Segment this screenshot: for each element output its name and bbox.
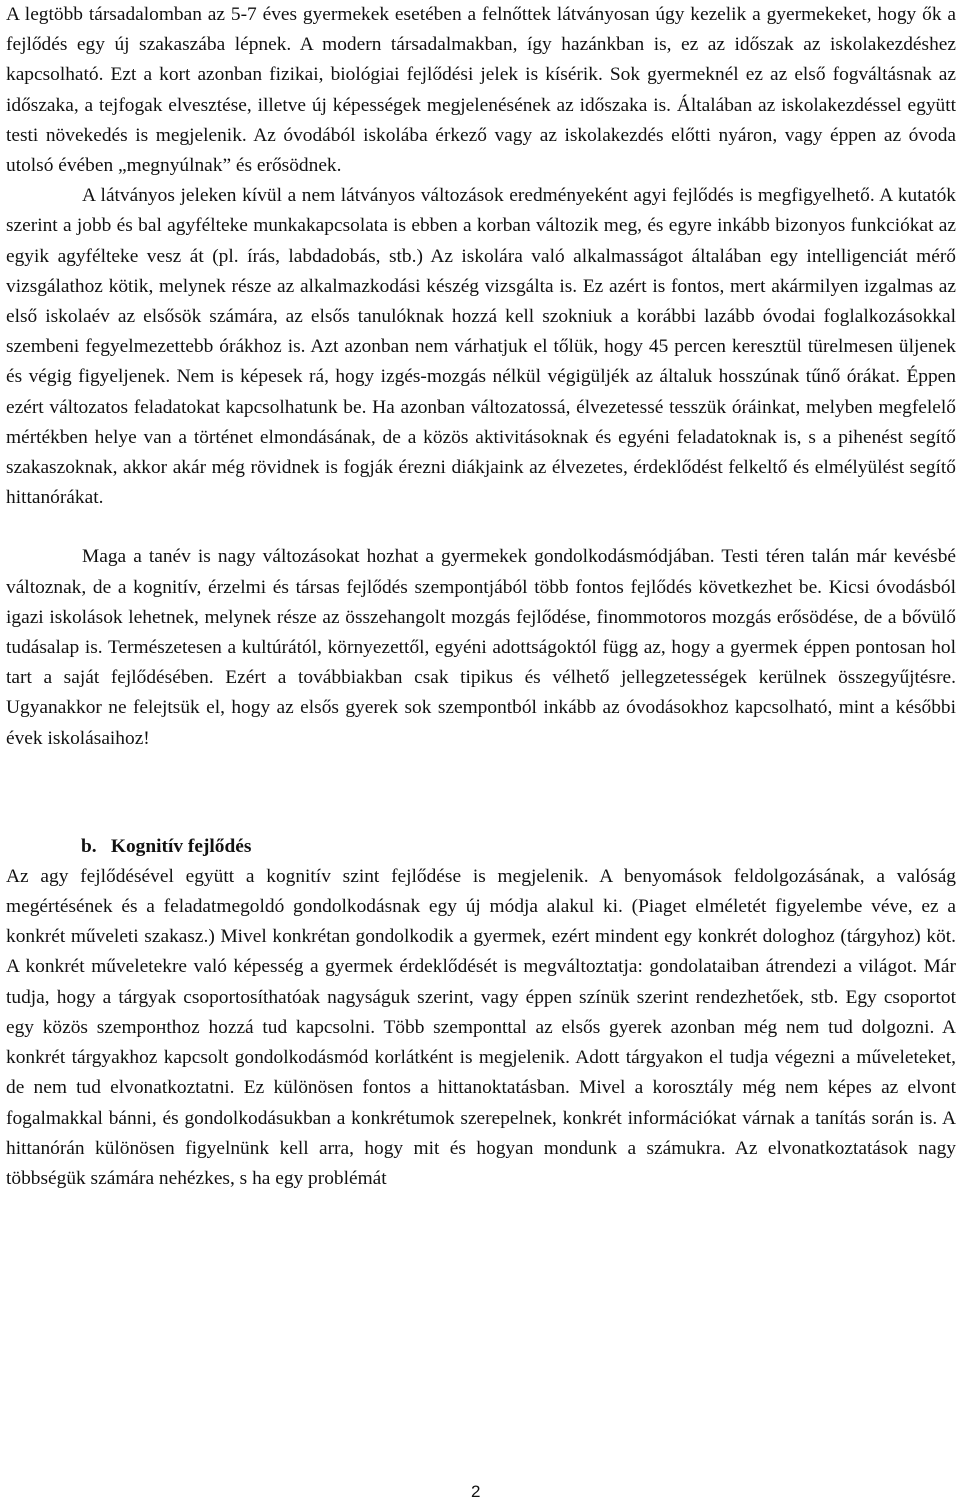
- page-number: 2: [471, 1482, 481, 1501]
- section-paragraph: Az agy fejlődésével együtt a kognitív szint fejlődése is megjelenik. A benyomások feldolgozásának, a valóság megértésének és a feladatmegoldó gondolkodásnak egy új módja alakul ki. (Piaget elméletét figyelembe véve, ez a konkrét műveleti szakasz.) Mivel konkrétan gondolkodik a gyermek, ezért mindent egy konkrét dologhoz (tárgyhoz) köt. A konkrét műveletekre való képesség a gyermek érdeklődését is megváltoztatja: gondolataiban átrendezi a világot. Már tudja, hogy a tárgyak csoportosíthatóak nagyságuk szerint, vagy éppen színük szerint rendezhetőek, stb. Egy csoportot egy közös szempонthoz hozzá tud kapcsolni. Több szemponttal az elsős gyerek azonban még nem tud dolgozni. A konkrét tárgyakhoz kapcsolt gondolkodásmód korlátként is megjelenik. Adott tárgyakon el tudja végezni a műveleteket, de nem tud elvonatkoztatni. Ez különösen fontos a hittanoktatásban. Mivel a korosztály még nem képes az elvont fogalmakkal bánni, és gondolkodásukban a konkrétumok szerepelnek, konkrét információkat várnak a tanítás során is. A hittanórán különösen figyelnünk kell arra, hogy mit és hogyan mondunk a számukra. Az elvonatkoztatások nagy többségük számára nehézkes, s ha egy problémát: [6, 865, 956, 1189]
- section-heading: [6, 832, 956, 862]
- section-title: Kognitív fejlődés: [110, 835, 252, 857]
- body-paragraph-3: Maga a tanév is nagy változásokat hozhat a gyermekek gondolkodásmódjában. Testi téren talán már kevésbé változnak, de a kognitív, érzelmi és társas fejlődés szempontjából több fontos fejlődés következhet be. Kicsi óvodásból igazi iskolások lehetnek, melynek része az összehangolt mozgás fejlődése, finommotoros mozgás erősödése, de a bővülő tudásalap is. Természetesen a kultúrától, környezettől, egyéni adottságoktól függ az, hogy a gyermek éppen pontosan hol tart a saját fejlődésében. Ezért a továbbiakban csak tipikus és vélhető jellegzetességek kerülnek összegyűjtésre. Ugyanakkor ne felejtsük el, hogy az elsős gyerek sok szempontból inkább az óvodásokhoz kapcsolható, mint a későbbi évek iskolásaihoz!: [6, 546, 956, 749]
- section-number: b.: [81, 835, 97, 857]
- body-paragraph-1: A legtöbb társadalomban az 5-7 éves gyermekek esetében a felnőttek látványosan úgy kezelik a gyermekeket, hogy ők a fejlődés egy új szakaszába lépnek. A modern társadalmakban, így hazánkban is, ez az időszak az iskolakezdéshez kapcsolható. Ezt a kort azonban fizikai, biológiai fejlődési jelek is kísérik. Sok gyermeknél ez az első fogváltásnak az időszaka, a tejfogak elvesztése, illetve új képességek megjelenésének az időszaka is. Általában az iskolakezdéssel együtt testi növekedés is megjelenik. Az óvodából iskolába érkező vagy az iskolakezdés előtti nyáron, vagy éppen az óvoda utolsó évében „megnyúlnak” és erősödnek.: [6, 4, 956, 177]
- document-page: [6, 0, 956, 1194]
- body-paragraph-2: A látványos jeleken kívül a nem látványos változások eredményeként agyi fejlődés is megfigyelhető. A kutatók szerint a jobb és bal agyfélteke munkakapcsolata is ebben a korban változik meg, és egyre inkább bizonyos funkciókat az egyik agyfélteke vesz át (pl. írás, labdadobás, stb.) Az iskolára való alkalmasságot általában egy intelligenciát mérő vizsgálathoz kötik, melynek része az alkalmazkodási készég vizsgálta is. Ez azért is fontos, mert akármilyen izgalmas az első iskolaév az elsősök számára, az elsős tanulóknak hozzá kell szokniuk a korábbi lazább óvodai foglalkozásokkal szembeni fegyelmezettebb órákhoz is. Azt azonban nem várhatjuk el tőlük, hogy 45 percen keresztül türelmesen üljenek és végig figyeljenek. Nem is képesek rá, hogy izgés-mozgás nélkül végigüljék az általuk hosszúnak tűnő órákat. Éppen ezért változatos feladatokat kapcsolhatunk be. Ha azonban változatossá, élvezetessé tesszük óráinkat, melyben megfelelő mértékben helye van a történet elmondásának, de a közös aktivitásoknak és egyéni feladatoknak is, s a pihenést segítő szakaszoknak, akkor akár még rövidnek is fogják érezni diákjaink az élvezetes, érdeklődést felkeltő és elmélyülést segítő hittanórákat.: [6, 185, 956, 509]
